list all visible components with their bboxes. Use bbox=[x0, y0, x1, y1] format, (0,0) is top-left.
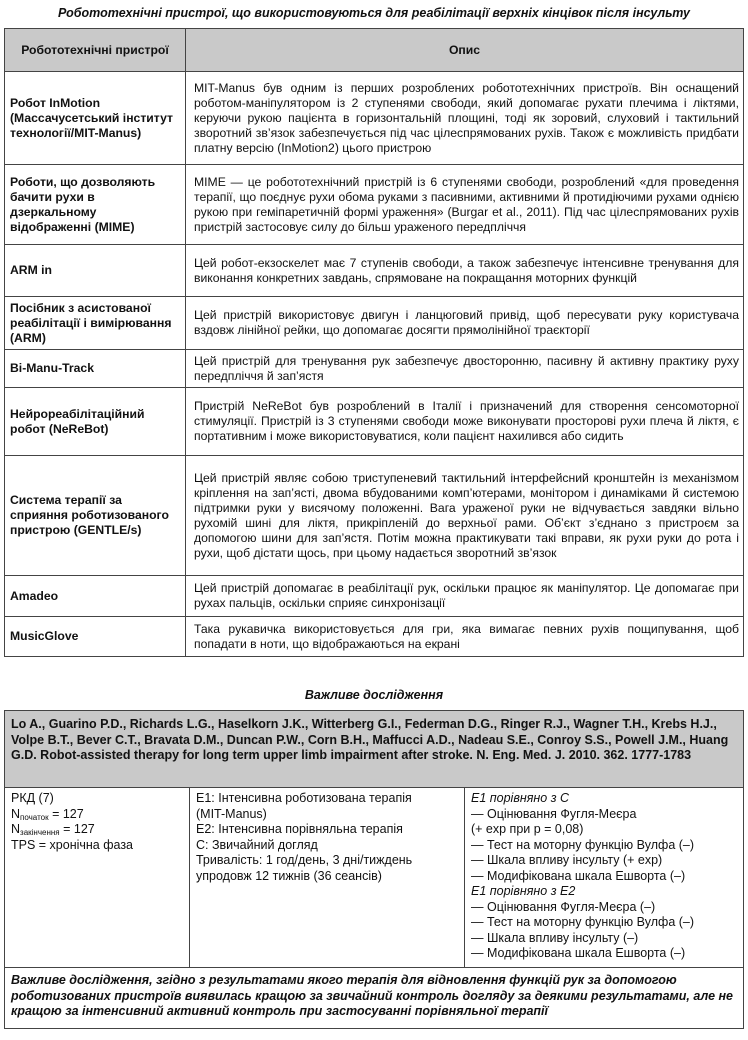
table-row bbox=[5, 72, 744, 165]
device-description: Така рукавичка використовується для гри, яка вимагає певних рухів пощипування, щоб попадати в ноти, що відображаються на екрані bbox=[186, 617, 744, 657]
result-line: — Шкала впливу інсульту (+ exp) bbox=[471, 853, 663, 867]
result-line: — Оцінювання Фугля-Меєра (–) bbox=[471, 899, 656, 914]
comparison-heading: E1 порівняно з C bbox=[471, 791, 570, 805]
intervention-line: E1: Інтенсивна роботизована терапія bbox=[196, 791, 412, 805]
n-start-label: N bbox=[11, 806, 21, 821]
n-end bbox=[11, 822, 183, 838]
table-row bbox=[5, 350, 744, 388]
study-results-cell bbox=[465, 788, 744, 968]
table-row bbox=[5, 456, 744, 576]
study-design: РКД (7) bbox=[11, 791, 54, 805]
study-interventions-cell bbox=[190, 788, 465, 968]
device-description: Цей пристрій для тренування рук забезпечує двосторонню, пасивну й активну практику руху передпліччя й зап’ястя bbox=[186, 350, 744, 388]
intervention-line: (MIT-Manus) bbox=[196, 806, 267, 821]
study-conclusion: Важливе дослідження, згідно з результатами якого терапія для відновлення функцій рук за допомогою роботизованих пристроїв виявилась кращою за звичайний контроль догляду за деякими результатами, але не кращою за інтенсивний активний контроль при застосуванні порівняльної терапії bbox=[5, 968, 744, 1029]
n-start bbox=[11, 807, 183, 823]
table-row bbox=[5, 388, 744, 456]
device-name: ARM in bbox=[5, 245, 186, 297]
column-header-devices: Робототехнічні пристрої bbox=[5, 29, 186, 72]
intervention-line: Тривалість: 1 год/день, 3 дні/тиждень bbox=[196, 853, 413, 867]
n-end-value: = 127 bbox=[59, 822, 95, 836]
result-line: — Тест на моторну функцію Вулфа (–) bbox=[471, 837, 695, 852]
intervention-line: упродовж 12 тижнів (36 сеансів) bbox=[196, 868, 382, 883]
device-description: MIME — це робототехнічний пристрій із 6 ступенями свободи, розроблений «для проведення терапії, що поєднує рухи обома руками з пасивними, активними й протидіючими рухами однією рукою при геміпаретичній формі ураження» (Burgar et al., 2011). Під час цілеспрямованих рухів пристрій застосовує силу до більш ураженого передпліччя bbox=[186, 165, 744, 245]
result-line: — Тест на моторну функцію Вулфа (–) bbox=[471, 915, 695, 929]
device-name: Amadeo bbox=[5, 576, 186, 617]
device-name: MusicGlove bbox=[5, 617, 186, 657]
device-description: Цей пристрій являє собою триступеневий тактильний інтерфейсний кронштейн із механізмом кріплення на зап’ясті, двома вбудованими комп’ютерами, монітором і динаміками й системою підтримки руки у висячому положенні. Вага ураженої руки не відчувається завдяки вільно рухомій шині для ліктя, прикріпленій до верхньої рами. Об’єкт з’єднано з пристроєм за допомогою шини для зап’ястя. Потім можна практикувати такі вправи, як рухи руки до рота і рухи, щоб дістати щось, при цьому надається зворотний зв’язок bbox=[186, 456, 744, 576]
study-design-cell bbox=[5, 788, 190, 968]
result-line: — Модифікована шкала Ешворта (–) bbox=[471, 946, 686, 960]
device-name: Роботи, що дозволяють бачити рухи в дзеркальному відображенні (MIME) bbox=[5, 165, 186, 245]
tps: TPS = хронічна фаза bbox=[11, 837, 134, 852]
intervention-line: C: Звичайний догляд bbox=[196, 837, 318, 852]
n-end-sub: закінчення bbox=[20, 828, 60, 837]
table-row bbox=[5, 245, 744, 297]
table-row bbox=[5, 617, 744, 657]
device-description: Пристрій NeReBot був розроблений в Італії і призначений для створення сенсомоторної стимуляції. Пристрій із 3 ступенями свободи може виконувати просторові рухи плеча й ліктя, є портативним і може використовуватися, коли пацієнт нахилився або сидить bbox=[186, 388, 744, 456]
devices-table bbox=[4, 28, 744, 657]
device-description: MIT-Manus був одним із перших розроблених робототехнічних пристроїв. Він оснащений роботом-маніпулятором із 2 ступенями свободи, який допомагає рухати плечима і ліктями, керуючи рукою пацієнта в горизонтальній площині, тоді як зоровий, слуховий і тактильний зворотний зв’язок забезпечується під час цілеспрямованих рухів. Також є можливість придбати платну версію (InMotion2) цього пристрою bbox=[186, 72, 744, 165]
table-header-row bbox=[5, 29, 744, 72]
table-caption: Робототехнічні пристрої, що використовуються для реабілітації верхніх кінцівок після інсульту bbox=[58, 6, 690, 20]
table-row bbox=[5, 297, 744, 350]
device-description: Цей робот-екзоскелет має 7 ступенів свободи, а також забезпечує інтенсивне тренування для виконання конкретних завдань, спрямоване на покращання моторних функцій bbox=[186, 245, 744, 297]
device-name: Посібник з асистованої реабілітації і вимірювання (ARM) bbox=[5, 297, 186, 350]
n-start-sub: початок bbox=[20, 812, 49, 822]
result-line: — Модифікована шкала Ешворта (–) bbox=[471, 868, 686, 883]
result-line: — Оцінювання Фугля-Меєра bbox=[471, 806, 637, 821]
study-reference: Lo A., Guarino P.D., Richards L.G., Haselkorn J.K., Witterberg G.I., Federman D.G., Ringer R.J., Wagner T.H., Krebs H.J., Volpe B.T., Bever C.T., Bravata D.M., Duncan P.W., Corn B.H., Maffucci A.D., Nadeau S.E., Conroy S.S., Powell J.M., Huang G.D. Robot-assisted therapy for long term upper limb impairment after stroke. N. Eng. Med. J. 2010. 362. 1777-1783 bbox=[5, 711, 744, 788]
study-caption: Важливе дослідження bbox=[304, 688, 444, 702]
comparison-heading: E1 порівняно з E2 bbox=[471, 884, 576, 898]
device-description: Цей пристрій допомагає в реабілітації рук, оскільки працює як маніпулятор. Це допомагає при рухах пальців, оскільки сприяє синхронізації bbox=[186, 576, 744, 617]
table-row bbox=[5, 165, 744, 245]
result-line: — Шкала впливу інсульту (–) bbox=[471, 930, 639, 945]
device-name: Система терапії за сприяння роботизованого пристрою (GENTLE/s) bbox=[5, 456, 186, 576]
study-table bbox=[4, 710, 744, 1029]
device-description: Цей пристрій використовує двигун і ланцюговий привід, щоб пересувати руку користувача вздовж лінійної рейки, що допомагає досягти прямолінійної траєкторії bbox=[186, 297, 744, 350]
table-row bbox=[5, 576, 744, 617]
n-end-label: N bbox=[11, 822, 21, 836]
device-name: Робот InMotion (Массачусетський інститут технології/MIT-Manus) bbox=[5, 72, 186, 165]
intervention-line: E2: Інтенсивна порівняльна терапія bbox=[196, 822, 403, 836]
result-line: (+ exp при p = 0,08) bbox=[471, 822, 584, 836]
device-name: Bi-Manu-Track bbox=[5, 350, 186, 388]
device-name: Нейрореабілітаційний робот (NeReBot) bbox=[5, 388, 186, 456]
n-start-value: = 127 bbox=[48, 806, 84, 821]
column-header-description: Опис bbox=[186, 29, 744, 72]
